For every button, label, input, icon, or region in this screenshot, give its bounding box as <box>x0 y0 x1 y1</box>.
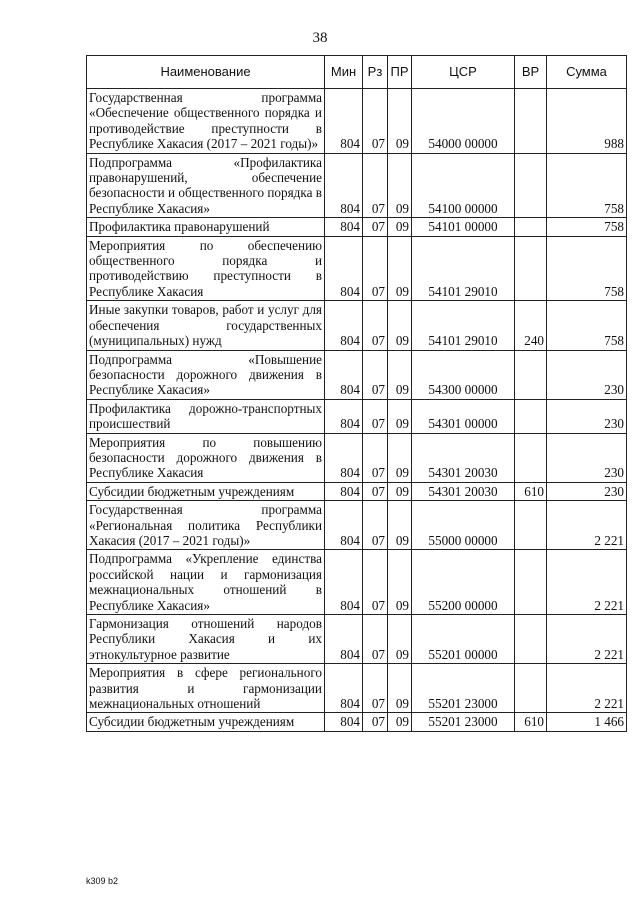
budget-table <box>86 55 627 732</box>
row-rz: 07 <box>363 153 388 218</box>
row-pr: 09 <box>388 236 412 301</box>
row-min: 804 <box>325 550 363 615</box>
row-vr <box>515 218 547 236</box>
row-csr: 54101 29010 <box>412 301 515 350</box>
row-csr: 54101 29010 <box>412 236 515 301</box>
row-name: Государственная программа «Региональная политика Республики Хакасия (2017 – 2021 годы)» <box>87 501 325 550</box>
row-rz: 07 <box>363 501 388 550</box>
row-vr <box>515 664 547 713</box>
row-csr: 55200 00000 <box>412 550 515 615</box>
row-min: 804 <box>325 664 363 713</box>
row-pr: 09 <box>388 153 412 218</box>
row-vr <box>515 615 547 664</box>
row-rz: 07 <box>363 350 388 399</box>
row-name: Мероприятия в сфере регионального развития и гармонизации межнациональных отношений <box>87 664 325 713</box>
header-min: Мин <box>325 56 363 89</box>
table-row <box>87 301 627 350</box>
row-sum: 988 <box>547 89 627 154</box>
row-name: Мероприятия по повышению безопасности дорожного движения в Республике Хакасия <box>87 433 325 482</box>
row-pr: 09 <box>388 713 412 731</box>
row-pr: 09 <box>388 218 412 236</box>
row-rz: 07 <box>363 218 388 236</box>
row-vr <box>515 350 547 399</box>
row-name: Гармонизация отношений народов Республики Хакасия и их этнокультурное развитие <box>87 615 325 664</box>
row-vr <box>515 501 547 550</box>
row-rz: 07 <box>363 301 388 350</box>
footer-code: k309 b2 <box>86 876 119 886</box>
row-name: Профилактика правонарушений <box>87 218 325 236</box>
row-rz: 07 <box>363 399 388 433</box>
row-rz: 07 <box>363 89 388 154</box>
row-sum: 230 <box>547 433 627 482</box>
row-vr: 610 <box>515 713 547 731</box>
table-row <box>87 218 627 236</box>
row-pr: 09 <box>388 664 412 713</box>
row-csr: 55201 23000 <box>412 664 515 713</box>
row-sum: 758 <box>547 236 627 301</box>
table-row <box>87 713 627 731</box>
table-header-row <box>87 56 627 89</box>
row-csr: 55201 00000 <box>412 615 515 664</box>
table-row <box>87 399 627 433</box>
row-pr: 09 <box>388 615 412 664</box>
row-min: 804 <box>325 615 363 664</box>
table-row <box>87 350 627 399</box>
table-row <box>87 153 627 218</box>
row-min: 804 <box>325 482 363 500</box>
row-csr: 54301 20030 <box>412 482 515 500</box>
row-min: 804 <box>325 350 363 399</box>
table-row <box>87 615 627 664</box>
row-min: 804 <box>325 89 363 154</box>
table-body <box>87 89 627 732</box>
row-csr: 54301 20030 <box>412 433 515 482</box>
row-sum: 758 <box>547 218 627 236</box>
row-rz: 07 <box>363 433 388 482</box>
row-vr <box>515 550 547 615</box>
row-name: Государственная программа «Обеспечение общественного порядка и противодействие преступности в Республике Хакасия (2017 – 2021 годы)» <box>87 89 325 154</box>
row-pr: 09 <box>388 550 412 615</box>
row-name: Иные закупки товаров, работ и услуг для обеспечения государственных (муниципальных) нужд <box>87 301 325 350</box>
header-rz: Рз <box>363 56 388 89</box>
row-sum: 2 221 <box>547 550 627 615</box>
row-sum: 2 221 <box>547 501 627 550</box>
row-name: Подпрограмма «Повышение безопасности дорожного движения в Республике Хакасия» <box>87 350 325 399</box>
row-name: Субсидии бюджетным учреждениям <box>87 713 325 731</box>
header-sum: Сумма <box>547 56 627 89</box>
row-name: Профилактика дорожно-транспортных происшествий <box>87 399 325 433</box>
page-number: 38 <box>312 30 328 46</box>
header-name: Наименование <box>87 56 325 89</box>
row-sum: 230 <box>547 350 627 399</box>
row-sum: 758 <box>547 301 627 350</box>
table-row <box>87 433 627 482</box>
row-min: 804 <box>325 433 363 482</box>
row-rz: 07 <box>363 482 388 500</box>
row-min: 804 <box>325 153 363 218</box>
row-name: Подпрограмма «Профилактика правонарушений, обеспечение безопасности и общественного порядка в Республике Хакасия» <box>87 153 325 218</box>
row-min: 804 <box>325 399 363 433</box>
row-pr: 09 <box>388 433 412 482</box>
row-pr: 09 <box>388 301 412 350</box>
table-row <box>87 236 627 301</box>
row-pr: 09 <box>388 350 412 399</box>
header-vr: ВР <box>515 56 547 89</box>
row-sum: 758 <box>547 153 627 218</box>
row-vr: 610 <box>515 482 547 500</box>
table-row <box>87 482 627 500</box>
row-name: Субсидии бюджетным учреждениям <box>87 482 325 500</box>
table-row <box>87 89 627 154</box>
row-vr <box>515 433 547 482</box>
row-vr <box>515 236 547 301</box>
row-min: 804 <box>325 501 363 550</box>
row-rz: 07 <box>363 550 388 615</box>
row-csr: 54301 00000 <box>412 399 515 433</box>
row-name: Подпрограмма «Укрепление единства российской нации и гармонизация межнациональных отношений в Республике Хакасия» <box>87 550 325 615</box>
row-min: 804 <box>325 713 363 731</box>
row-pr: 09 <box>388 89 412 154</box>
row-vr <box>515 153 547 218</box>
table-row <box>87 664 627 713</box>
row-rz: 07 <box>363 664 388 713</box>
row-min: 804 <box>325 236 363 301</box>
header-pr: ПР <box>388 56 412 89</box>
row-min: 804 <box>325 218 363 236</box>
row-sum: 230 <box>547 399 627 433</box>
table-row <box>87 550 627 615</box>
row-min: 804 <box>325 301 363 350</box>
row-rz: 07 <box>363 236 388 301</box>
row-csr: 54100 00000 <box>412 153 515 218</box>
row-pr: 09 <box>388 482 412 500</box>
row-csr: 54101 00000 <box>412 218 515 236</box>
row-sum: 1 466 <box>547 713 627 731</box>
row-csr: 55201 23000 <box>412 713 515 731</box>
row-rz: 07 <box>363 615 388 664</box>
row-csr: 55000 00000 <box>412 501 515 550</box>
row-vr <box>515 399 547 433</box>
row-csr: 54300 00000 <box>412 350 515 399</box>
row-pr: 09 <box>388 501 412 550</box>
header-csr: ЦСР <box>412 56 515 89</box>
row-vr <box>515 89 547 154</box>
row-pr: 09 <box>388 399 412 433</box>
row-sum: 2 221 <box>547 615 627 664</box>
row-sum: 230 <box>547 482 627 500</box>
row-vr: 240 <box>515 301 547 350</box>
row-sum: 2 221 <box>547 664 627 713</box>
row-csr: 54000 00000 <box>412 89 515 154</box>
row-rz: 07 <box>363 713 388 731</box>
row-name: Мероприятия по обеспечению общественного порядка и противодействию преступности в Республике Хакасия <box>87 236 325 301</box>
table-row <box>87 501 627 550</box>
